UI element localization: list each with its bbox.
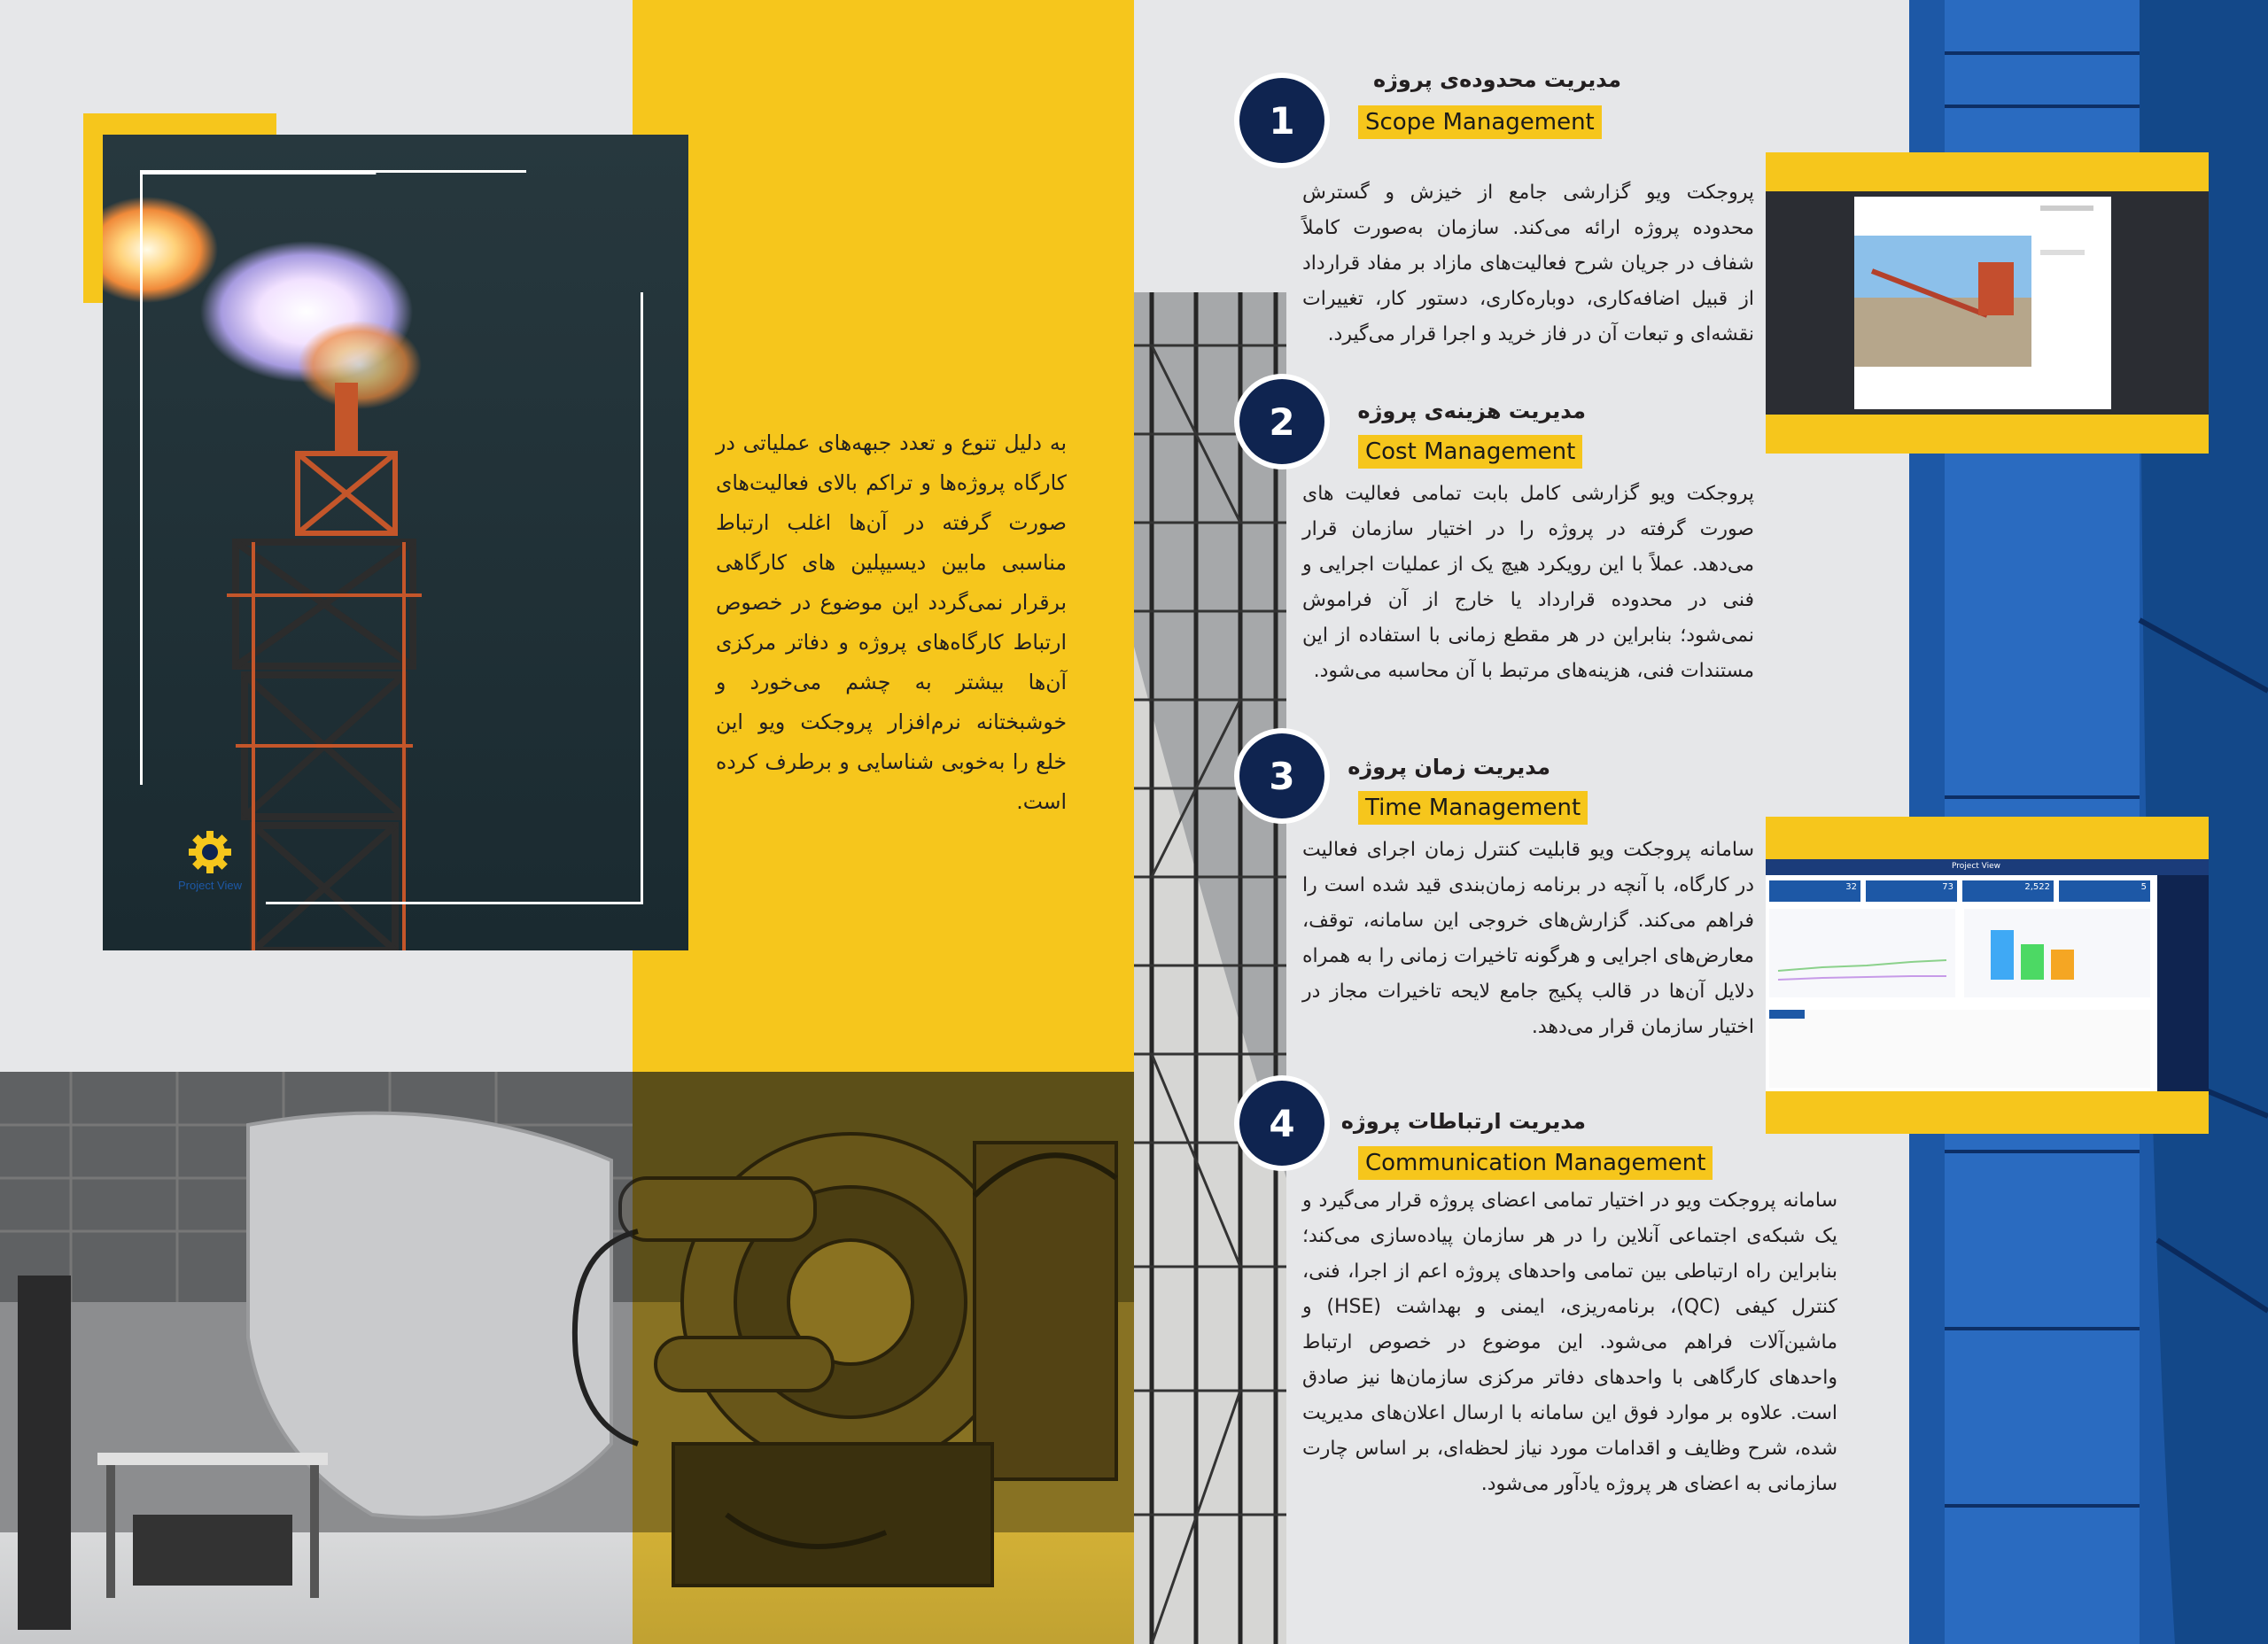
engine-photo-yellow-tint	[633, 1072, 1134, 1644]
photo-line-bottom	[266, 902, 643, 904]
section-4-title-fa: مدیریت ارتباطات پروژه	[1340, 1109, 1586, 1134]
section-4-title-en: Communication Management	[1358, 1146, 1713, 1180]
photo-line-left	[140, 170, 143, 785]
section-4-number: 4	[1234, 1075, 1330, 1171]
scope-modal-image	[1854, 236, 2031, 367]
logo-text: Project View	[177, 879, 242, 892]
dashboard-stat-row	[1769, 880, 2150, 902]
project-view-logo	[161, 829, 259, 892]
stat-card: 32	[1769, 880, 1860, 902]
section-3-title-en: Time Management	[1358, 791, 1588, 825]
photo-line-right	[641, 292, 643, 903]
section-1-title-en: Scope Management	[1358, 105, 1602, 139]
section-1-title-fa: مدیریت محدوده‌ی پروژه	[1372, 67, 1621, 92]
dashboard-screen	[1766, 859, 2209, 1091]
section-2-title-fa: مدیریت هزینه‌ی پروژه	[1357, 399, 1586, 423]
photo-line-top	[140, 170, 526, 173]
intro-paragraph: به دلیل تنوع و تعدد جبهه‌های عملیاتی در کارگاه پروژه‌ها و تراکم بالای فعالیت‌های صورت گرفته در آن‌ها اغلب ارتباط مناسبی مابین دیسیپلین های کارگاهی برقرار نمی‌گردد این موضوع در خصوص ارتباط کارگاه‌های پروژه و دفاتر مرکزی آن‌ها بیشتر به چشم می‌خورد و خوشبختانه نرم‌افزار پروجکت ویو این خلع را به‌خوبی شناسایی و برطرف کرده است.	[716, 430, 1067, 814]
dashboard-header	[1766, 859, 2209, 875]
section-4-body: سامانه پروجکت ویو در اختیار تمامی اعضای پروژه قرار می‌گیرد و یک شبکه‌ی اجتماعی آنلاین را در هر سازمان پیاده‌سازی می‌کند؛ بنابراین راه ارتباطی بین تمامی واحدهای پروژه اعم از اجرا، فنی، کنترل کیفی (QC)، برنامه‌ریزی، ایمنی و بهداشت (HSE) و ماشین‌آلات فراهم می‌شود. این موضوع در خصوص ارتباط واحدهای کارگاهی با واحدهای دفاتر مرکزی سازمان‌ها نیز صادق است. علاوه بر موارد فوق این سامانه با ارسال اعلان‌های مدیریت شده، شرح وظایف و اقدامات مورد نیاز لحظه‌ای، بر اساس چارت سازمانی به اعضای هر پروژه یادآور می‌شود.	[1302, 1190, 1837, 1495]
dashboard-app-name: Project View	[1952, 862, 2001, 871]
time-dashboard-screenshot	[1766, 817, 2209, 1134]
section-2-body: پروجکت ویو گزارشی کامل بابت تمامی فعالیت های صورت گرفته در پروژه را در اختیار سازمان قرار می‌دهد. عملاً با این رویکرد هیچ یک از عملیات اجرایی و فنی در محدوده قرارداد یا خارج از آن فراموش نمی‌شود؛ بنابراین در هر مقطع زمانی با استفاده از این مستندات فنی، هزینه‌های مرتبط با آن محاسبه می‌شود.	[1302, 483, 1754, 682]
section-2-number: 2	[1234, 374, 1330, 469]
gear-icon	[187, 829, 233, 875]
stat-card: 5	[2059, 880, 2150, 902]
stat-card: 73	[1866, 880, 1957, 902]
section-3-body: سامانه پروجکت ویو قابلیت کنترل زمان اجرای فعالیت در کارگاه، با آنچه در برنامه زمان‌بندی قید شده است را فراهم می‌کند. گزارش‌های خروجی این سامانه، توقف، معارض‌های اجرایی و هرگونه تاخیرات زمانی را به همراه دلایل آن‌ها در قالب پکیج جامع لایحه تاخیرات مجاز در اختیار سازمان قرار می‌دهد.	[1302, 839, 1754, 1038]
scope-screenshot	[1766, 152, 2209, 454]
scope-screenshot-screen	[1766, 191, 2209, 415]
section-3-title-fa: مدیریت زمان پروژه	[1348, 755, 1550, 779]
dashboard-charts	[1769, 909, 2150, 1006]
section-3-number: 3	[1234, 728, 1330, 824]
dashboard-table	[1769, 1010, 2150, 1088]
stat-card: 2,522	[1962, 880, 2054, 902]
section-2-title-en: Cost Management	[1358, 435, 1582, 469]
dashboard-sidebar	[2157, 875, 2209, 1091]
section-1-body: پروجکت ویو گزارشی جامع از خیزش و گسترش محدوده پروژه ارائه می‌کند. سازمان به‌صورت کاملاً شفاف در جریان شرح فعالیت‌های مازاد بر مفاد قرارداد از قبیل اضافه‌کاری، دوباره‌کاری، دستور کار، تغییرات نقشه‌ای و تبعات آن در فاز خرید و اجرا قرار می‌گیرد.	[1302, 182, 1754, 345]
flare-stack-photo	[103, 135, 688, 950]
section-1-number: 1	[1234, 73, 1330, 168]
scope-modal	[1854, 197, 2111, 409]
scaffolding-photo	[1134, 292, 1286, 1644]
